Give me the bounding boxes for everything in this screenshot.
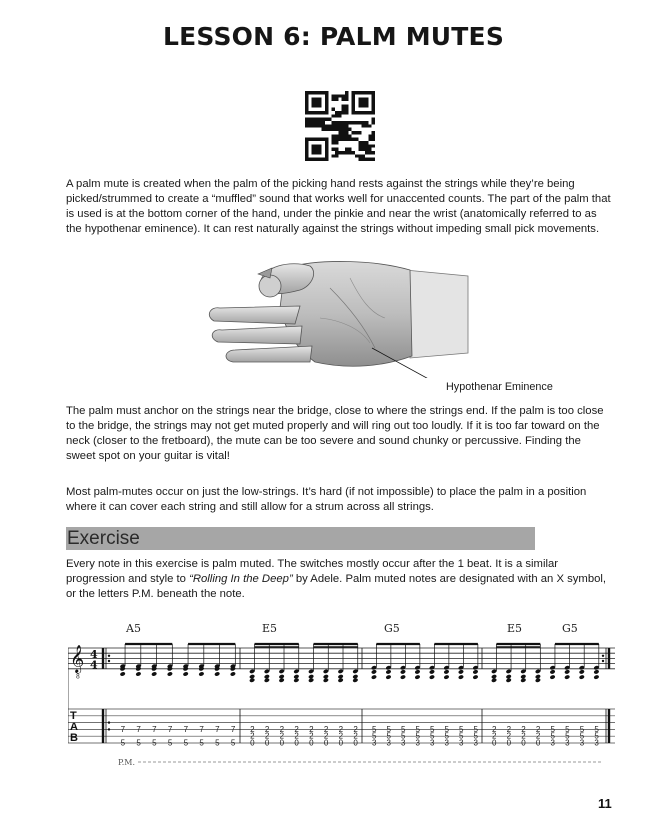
tab-fret-number: 2: [353, 731, 358, 741]
notehead: [249, 678, 255, 683]
tab-fret-number: 2: [492, 731, 497, 741]
tab-fret-number: 2: [309, 724, 314, 734]
clef-octave-mark: 8: [76, 673, 80, 681]
notehead: [520, 678, 526, 683]
notehead: [183, 671, 189, 676]
notehead: [593, 674, 599, 679]
tab-fret-number: 5: [400, 724, 406, 734]
tab-fret-number: 5: [371, 731, 377, 741]
notehead: [429, 674, 435, 679]
notehead: [385, 674, 391, 679]
tab-fret-number: 3: [550, 738, 555, 748]
notehead: [579, 674, 585, 679]
tab-label-letter: T: [70, 710, 77, 722]
tab-fret-number: 5: [550, 724, 555, 734]
tab-fret-number: 5: [400, 731, 406, 741]
tab-fret-number: 5: [183, 738, 189, 748]
tab-fret-number: 2: [250, 724, 255, 734]
notehead: [414, 669, 420, 674]
tab-fret-number: 5: [473, 724, 478, 734]
tab-fret-number: 0: [250, 738, 255, 748]
notehead: [338, 678, 344, 683]
notehead: [198, 671, 204, 676]
notehead: [308, 678, 314, 683]
palm-mute-label: P.M.: [118, 758, 136, 767]
notehead: [443, 674, 449, 679]
notehead: [549, 674, 555, 679]
tab-fret-number: 2: [338, 731, 344, 741]
time-signature-bottom: 4: [90, 658, 98, 672]
chord-symbol: A5: [126, 622, 141, 635]
tab-fret-number: 5: [371, 724, 377, 734]
notehead: [443, 669, 449, 674]
song-title: “Rolling In the Deep”: [189, 573, 293, 585]
treble-clef-icon: 𝄞: [70, 644, 85, 673]
tab-fret-number: 5: [594, 724, 599, 734]
tab-fret-number: 5: [199, 738, 204, 748]
tab-fret-number: 5: [565, 724, 570, 734]
notehead: [371, 674, 377, 679]
anchor-paragraph: The palm must anchor on the strings near the bridge, close to where the strings end. If the palm is too close to the bridge, the strings may not get muted properly and will ring out too loudly. If it is too far toward on the neck (closer to the fretboard), the mute can be too severe and sound chunky or percussive. Finding the sweet spot on your guitar is vital!: [66, 405, 604, 462]
tab-fret-number: 5: [429, 731, 435, 741]
notehead: [230, 671, 236, 676]
notehead: [472, 669, 478, 674]
exercise-lead-text: Every note in this exercise is palm muted. The switches mostly occur after the 1 beat. It is a similar progression and style to: [66, 558, 559, 585]
exercise-tail-text: by Adele. Palm muted notes are designated with an X symbol, or the letters P.M. beneath the note.: [66, 573, 607, 600]
tab-fret-number: 3: [400, 738, 406, 748]
tab-fret-number: 5: [458, 731, 464, 741]
notehead: [400, 674, 406, 679]
tab-fret-number: 5: [444, 724, 449, 734]
tab-fret-number: 7: [136, 724, 141, 734]
tab-fret-number: 7: [230, 724, 236, 734]
tab-fret-number: 5: [136, 738, 141, 748]
tab-fret-number: 5: [415, 724, 420, 734]
tab-label-letter: A: [70, 721, 78, 733]
notehead: [458, 669, 464, 674]
repeat-dot: [602, 660, 604, 662]
tab-fret-number: 0: [279, 738, 285, 748]
tab-fret-number: 2: [521, 724, 526, 734]
tab-fret-number: 2: [521, 731, 526, 741]
tab-fret-number: 2: [506, 731, 512, 741]
tab-fret-number: 2: [294, 724, 299, 734]
tab-fret-number: 2: [323, 724, 329, 734]
tab-fret-number: 2: [279, 724, 285, 734]
lesson-title: LESSON 6: PALM MUTES: [162, 22, 505, 51]
tab-fret-number: 5: [386, 724, 391, 734]
notehead: [264, 678, 270, 683]
notehead: [400, 669, 406, 674]
tab-fret-number: 7: [120, 724, 126, 734]
tab-fret-number: 2: [264, 724, 270, 734]
notehead: [352, 678, 358, 683]
tab-fret-number: 0: [294, 738, 299, 748]
notehead: [371, 669, 377, 674]
tab-fret-number: 5: [386, 731, 391, 741]
notehead: [323, 678, 329, 683]
tab-fret-number: 2: [353, 724, 358, 734]
tab-fret-number: 0: [338, 738, 344, 748]
tab-fret-number: 5: [152, 738, 157, 748]
tab-fret-number: 3: [371, 738, 377, 748]
tab-fret-number: 2: [535, 724, 541, 734]
tab-fret-number: 2: [535, 731, 541, 741]
tab-fret-number: 3: [473, 738, 478, 748]
tab-fret-number: 0: [309, 738, 314, 748]
tab-fret-number: 2: [506, 724, 512, 734]
tab-fret-number: 0: [492, 738, 497, 748]
tab-fret-number: 2: [309, 731, 314, 741]
notehead: [279, 678, 285, 683]
notehead: [549, 669, 555, 674]
chord-symbol: G5: [562, 622, 578, 635]
tab-fret-number: 5: [594, 731, 599, 741]
low-strings-paragraph: Most palm-mutes occur on just the low-strings. It’s hard (if not impossible) to place the palm in a position where it can cover each string and still allow for a strum across all strings.: [66, 486, 587, 513]
tab-fret-number: 3: [429, 738, 435, 748]
music-notation: [68, 618, 620, 768]
notehead: [506, 678, 512, 683]
tab-fret-number: 7: [152, 724, 157, 734]
palm-hand-illustration: [200, 258, 470, 378]
notehead: [135, 671, 141, 676]
intro-paragraph: A palm mute is created when the palm of the picking hand rests against the strings while they’re being picked/strummed to create a “muffled” sound that works well for unaccented counts. The part of the palm that is used is at the bottom corner of the hand, under the pinkie and near the wrist (anatomically referred to as the hypothenar eminence). It can rest naturally against the strings without impeding small pick movements.: [66, 178, 611, 235]
notehead: [458, 674, 464, 679]
tab-fret-number: 5: [550, 731, 555, 741]
notehead: [564, 669, 570, 674]
tab-fret-number: 5: [230, 738, 236, 748]
notehead: [491, 678, 497, 683]
notehead: [429, 669, 435, 674]
tab-fret-number: 0: [506, 738, 512, 748]
notehead: [472, 674, 478, 679]
tab-fret-number: 5: [444, 731, 449, 741]
tab-fret-number: 7: [215, 724, 220, 734]
chord-symbol: E5: [507, 622, 523, 635]
tab-fret-number: 7: [183, 724, 189, 734]
tab-fret-number: 3: [386, 738, 391, 748]
tab-fret-number: 5: [429, 724, 435, 734]
tab-fret-number: 5: [473, 731, 478, 741]
exercise-description: [66, 557, 613, 602]
tab-fret-number: 2: [250, 731, 255, 741]
tab-fret-number: 5: [415, 731, 420, 741]
tab-fret-number: 3: [458, 738, 464, 748]
notehead: [293, 678, 299, 683]
page-number: 11: [598, 796, 612, 811]
tab-fret-number: 2: [492, 724, 497, 734]
chord-symbol: G5: [384, 622, 400, 635]
exercise-heading: Exercise: [67, 528, 140, 549]
notehead: [151, 671, 157, 676]
repeat-dot: [602, 655, 604, 657]
tab-fret-number: 7: [167, 724, 173, 734]
tab-fret-number: 3: [594, 738, 599, 748]
tab-fret-number: 2: [294, 731, 299, 741]
tab-repeat-dot: [108, 721, 110, 723]
tab-label-letter: B: [70, 732, 78, 744]
qr-code[interactable]: [305, 91, 375, 161]
tab-fret-number: 5: [167, 738, 173, 748]
tab-fret-number: 0: [264, 738, 270, 748]
notehead: [167, 671, 173, 676]
notehead: [579, 669, 585, 674]
tab-fret-number: 3: [415, 738, 420, 748]
notehead: [120, 671, 126, 676]
tab-fret-number: 0: [323, 738, 329, 748]
tab-fret-number: 3: [565, 738, 570, 748]
tab-fret-number: 0: [353, 738, 358, 748]
tab-fret-number: 2: [264, 731, 270, 741]
tab-fret-number: 0: [535, 738, 541, 748]
tab-fret-number: 7: [199, 724, 204, 734]
time-signature-top: 4: [90, 647, 98, 661]
tab-fret-number: 5: [215, 738, 220, 748]
repeat-dot: [108, 655, 110, 657]
tab-fret-number: 2: [323, 731, 329, 741]
notehead: [214, 671, 220, 676]
tab-fret-number: 5: [579, 724, 585, 734]
tab-fret-number: 0: [521, 738, 526, 748]
tab-fret-number: 5: [565, 731, 570, 741]
tab-fret-number: 3: [579, 738, 585, 748]
tab-fret-number: 5: [579, 731, 585, 741]
tab-fret-number: 2: [338, 724, 344, 734]
notehead: [535, 678, 541, 683]
notehead: [414, 674, 420, 679]
tab-fret-number: 5: [120, 738, 126, 748]
notehead: [385, 669, 391, 674]
tab-fret-number: 2: [279, 731, 285, 741]
notehead: [564, 674, 570, 679]
chord-symbol: E5: [262, 622, 278, 635]
notehead: [593, 669, 599, 674]
repeat-dot: [108, 660, 110, 662]
hypothenar-eminence-label: Hypothenar Eminence: [446, 381, 553, 393]
tab-fret-number: 5: [458, 724, 464, 734]
tab-fret-number: 3: [444, 738, 449, 748]
tab-repeat-dot: [108, 728, 110, 730]
